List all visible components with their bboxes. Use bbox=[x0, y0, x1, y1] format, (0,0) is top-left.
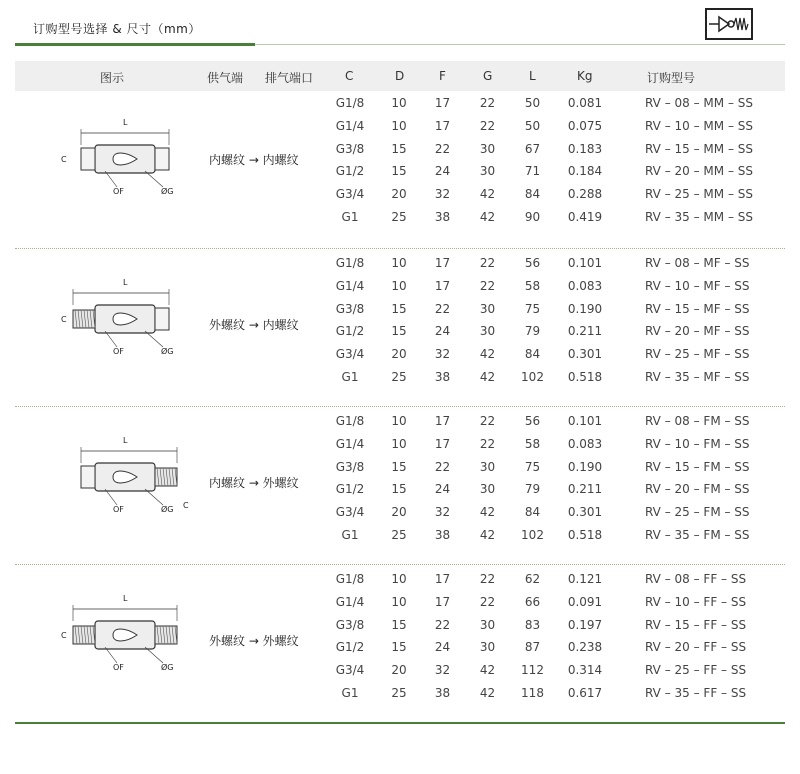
header-model: 订购型号 bbox=[647, 71, 696, 85]
cell-g: 22 bbox=[479, 572, 496, 586]
cell-model: RV – 08 – FF – SS bbox=[645, 572, 747, 586]
valve-symbol-logo bbox=[705, 8, 753, 40]
cell-kg: 0.083 bbox=[567, 436, 603, 451]
cell-kg: 0.101 bbox=[567, 414, 603, 428]
cell-model: RV – 10 – MF – SS bbox=[645, 278, 750, 293]
cell-g: 30 bbox=[479, 324, 496, 339]
cell-model: RV – 20 – FM – SS bbox=[645, 482, 750, 497]
cell-f: 17 bbox=[434, 96, 451, 110]
cell-kg: 0.183 bbox=[567, 141, 603, 156]
header-l: L bbox=[529, 69, 536, 83]
cell-g: 42 bbox=[479, 187, 496, 202]
cell-c: G1/2 bbox=[335, 324, 365, 339]
connection-type: 外螺纹 → 外螺纹 bbox=[209, 634, 299, 648]
cell-l: 71 bbox=[524, 164, 541, 179]
cell-f: 38 bbox=[434, 686, 451, 700]
cell-g: 30 bbox=[479, 164, 496, 179]
cell-model: RV – 25 – FF – SS bbox=[645, 663, 747, 678]
table-row bbox=[15, 321, 785, 344]
cell-model: RV – 20 – MF – SS bbox=[645, 324, 750, 339]
cell-g: 22 bbox=[479, 256, 496, 270]
group-divider bbox=[15, 564, 785, 565]
dim-label-l: L bbox=[123, 118, 128, 127]
cell-g: 42 bbox=[479, 210, 496, 224]
cell-c: G1/2 bbox=[335, 640, 365, 655]
cell-d: 15 bbox=[391, 301, 407, 316]
cell-model: RV – 20 – MM – SS bbox=[645, 164, 753, 179]
table-row bbox=[15, 434, 785, 457]
cell-kg: 0.101 bbox=[567, 256, 603, 270]
cell-model: RV – 08 – FM – SS bbox=[645, 414, 750, 428]
header-supply: 供气端 bbox=[207, 71, 244, 85]
cell-model: RV – 15 – MF – SS bbox=[645, 301, 750, 316]
cell-d: 25 bbox=[391, 686, 407, 700]
cell-g: 22 bbox=[479, 96, 496, 110]
cell-model: RV – 20 – FF – SS bbox=[645, 640, 747, 655]
cell-d: 15 bbox=[391, 459, 407, 474]
cell-f: 38 bbox=[434, 528, 451, 542]
cell-l: 79 bbox=[524, 482, 541, 497]
header-exhaust: 排气端口 bbox=[265, 71, 314, 85]
cell-l: 90 bbox=[524, 210, 541, 224]
title-underline bbox=[15, 43, 255, 46]
cell-kg: 0.121 bbox=[567, 572, 603, 586]
dim-label-g: ØG bbox=[161, 505, 174, 514]
table-row bbox=[15, 161, 785, 184]
cell-c: G1/2 bbox=[335, 164, 365, 179]
cell-model: RV – 35 – MF – SS bbox=[645, 370, 750, 384]
cell-l: 50 bbox=[524, 118, 541, 133]
cell-g: 30 bbox=[479, 141, 496, 156]
cell-g: 42 bbox=[479, 370, 496, 384]
cell-f: 22 bbox=[434, 617, 451, 632]
cell-d: 10 bbox=[391, 278, 407, 293]
cell-f: 24 bbox=[434, 324, 451, 339]
cell-d: 15 bbox=[391, 324, 407, 339]
table-row bbox=[15, 683, 785, 706]
cell-kg: 0.197 bbox=[567, 617, 603, 632]
cell-kg: 0.190 bbox=[567, 301, 603, 316]
cell-f: 17 bbox=[434, 256, 451, 270]
cell-d: 10 bbox=[391, 414, 407, 428]
cell-g: 30 bbox=[479, 459, 496, 474]
cell-d: 10 bbox=[391, 118, 407, 133]
cell-c: G3/8 bbox=[335, 141, 365, 156]
cell-g: 22 bbox=[479, 118, 496, 133]
cell-c: G3/8 bbox=[335, 459, 365, 474]
cell-g: 42 bbox=[479, 347, 496, 362]
cell-c: G1/8 bbox=[335, 572, 365, 586]
cell-f: 24 bbox=[434, 640, 451, 655]
dim-label-c: C bbox=[183, 501, 189, 510]
cell-d: 10 bbox=[391, 436, 407, 451]
table-row bbox=[15, 184, 785, 207]
table-row bbox=[15, 207, 785, 230]
dim-label-l: L bbox=[123, 278, 128, 287]
cell-model: RV – 15 – FM – SS bbox=[645, 459, 750, 474]
table-row bbox=[15, 93, 785, 116]
table-row bbox=[15, 637, 785, 660]
cell-l: 56 bbox=[524, 256, 541, 270]
dim-label-of: OF bbox=[113, 347, 124, 356]
cell-f: 38 bbox=[434, 370, 451, 384]
cell-g: 42 bbox=[479, 686, 496, 700]
cell-g: 22 bbox=[479, 594, 496, 609]
cell-g: 42 bbox=[479, 528, 496, 542]
table-header bbox=[15, 61, 785, 91]
table-row bbox=[15, 457, 785, 480]
page-title: 订购型号选择 & 尺寸（mm） bbox=[33, 22, 201, 36]
dim-label-c: C bbox=[61, 155, 67, 164]
cell-f: 17 bbox=[434, 118, 451, 133]
table-group bbox=[15, 569, 785, 719]
cell-l: 58 bbox=[524, 278, 541, 293]
cell-l: 50 bbox=[524, 96, 541, 110]
cell-l: 56 bbox=[524, 414, 541, 428]
cell-model: RV – 10 – FF – SS bbox=[645, 594, 747, 609]
cell-kg: 0.190 bbox=[567, 459, 603, 474]
header-d: D bbox=[395, 69, 405, 83]
cell-kg: 0.211 bbox=[567, 482, 603, 497]
cell-l: 67 bbox=[524, 141, 541, 156]
cell-kg: 0.075 bbox=[567, 118, 603, 133]
cell-g: 30 bbox=[479, 617, 496, 632]
dim-label-of: OF bbox=[113, 663, 124, 672]
cell-l: 75 bbox=[524, 301, 541, 316]
cell-d: 25 bbox=[391, 370, 407, 384]
dim-label-l: L bbox=[123, 436, 128, 445]
table-row bbox=[15, 615, 785, 638]
cell-c: G3/4 bbox=[335, 347, 365, 362]
cell-model: RV – 15 – MM – SS bbox=[645, 141, 753, 156]
cell-c: G1 bbox=[341, 210, 359, 224]
cell-d: 10 bbox=[391, 256, 407, 270]
cell-d: 10 bbox=[391, 594, 407, 609]
table-row bbox=[15, 116, 785, 139]
cell-model: RV – 15 – FF – SS bbox=[645, 617, 747, 632]
cell-kg: 0.288 bbox=[567, 187, 603, 202]
cell-c: G3/8 bbox=[335, 301, 365, 316]
cell-l: 58 bbox=[524, 436, 541, 451]
cell-l: 84 bbox=[524, 347, 541, 362]
dim-label-c: C bbox=[61, 631, 67, 640]
dim-label-of: OF bbox=[113, 505, 124, 514]
cell-l: 66 bbox=[524, 594, 541, 609]
table-row bbox=[15, 502, 785, 525]
cell-c: G1/8 bbox=[335, 96, 365, 110]
cell-model: RV – 10 – FM – SS bbox=[645, 436, 750, 451]
cell-f: 17 bbox=[434, 572, 451, 586]
table-row bbox=[15, 411, 785, 434]
cell-d: 15 bbox=[391, 640, 407, 655]
dim-label-g: ØG bbox=[161, 187, 174, 196]
table-row bbox=[15, 592, 785, 615]
cell-l: 102 bbox=[521, 370, 544, 384]
cell-kg: 0.081 bbox=[567, 96, 603, 110]
cell-d: 10 bbox=[391, 96, 407, 110]
cell-kg: 0.518 bbox=[567, 370, 603, 384]
cell-model: RV – 35 – FF – SS bbox=[645, 686, 747, 700]
cell-c: G1/4 bbox=[335, 436, 365, 451]
header-c: C bbox=[345, 69, 354, 83]
cell-f: 32 bbox=[434, 347, 451, 362]
cell-f: 32 bbox=[434, 187, 451, 202]
table-row bbox=[15, 479, 785, 502]
cell-kg: 0.301 bbox=[567, 505, 603, 520]
cell-d: 25 bbox=[391, 528, 407, 542]
cell-c: G3/4 bbox=[335, 663, 365, 678]
cell-l: 102 bbox=[521, 528, 544, 542]
header-diagram: 图示 bbox=[100, 71, 125, 85]
cell-c: G1 bbox=[341, 528, 359, 542]
cell-c: G1/4 bbox=[335, 594, 365, 609]
cell-d: 25 bbox=[391, 210, 407, 224]
cell-d: 15 bbox=[391, 617, 407, 632]
table-row bbox=[15, 525, 785, 548]
cell-g: 22 bbox=[479, 414, 496, 428]
cell-c: G3/8 bbox=[335, 617, 365, 632]
cell-model: RV – 35 – MM – SS bbox=[645, 210, 753, 224]
cell-f: 17 bbox=[434, 436, 451, 451]
cell-d: 15 bbox=[391, 482, 407, 497]
cell-kg: 0.184 bbox=[567, 164, 603, 179]
cell-model: RV – 25 – FM – SS bbox=[645, 505, 750, 520]
cell-c: G1/2 bbox=[335, 482, 365, 497]
cell-model: RV – 08 – MM – SS bbox=[645, 96, 753, 110]
cell-g: 30 bbox=[479, 640, 496, 655]
cell-c: G1 bbox=[341, 370, 359, 384]
cell-kg: 0.518 bbox=[567, 528, 603, 542]
cell-l: 62 bbox=[524, 572, 541, 586]
cell-d: 10 bbox=[391, 572, 407, 586]
cell-d: 20 bbox=[391, 347, 407, 362]
connection-type: 内螺纹 → 内螺纹 bbox=[209, 153, 299, 167]
cell-kg: 0.211 bbox=[567, 324, 603, 339]
cell-c: G1/4 bbox=[335, 278, 365, 293]
cell-g: 22 bbox=[479, 278, 496, 293]
cell-l: 79 bbox=[524, 324, 541, 339]
table-group bbox=[15, 93, 785, 243]
table-row bbox=[15, 569, 785, 592]
cell-f: 22 bbox=[434, 459, 451, 474]
cell-g: 42 bbox=[479, 505, 496, 520]
title-divider bbox=[255, 44, 785, 45]
cell-g: 30 bbox=[479, 482, 496, 497]
cell-l: 75 bbox=[524, 459, 541, 474]
cell-kg: 0.238 bbox=[567, 640, 603, 655]
cell-g: 30 bbox=[479, 301, 496, 316]
cell-f: 32 bbox=[434, 663, 451, 678]
connection-type: 外螺纹 → 内螺纹 bbox=[209, 318, 299, 332]
cell-d: 15 bbox=[391, 141, 407, 156]
cell-f: 38 bbox=[434, 210, 451, 224]
cell-model: RV – 25 – MM – SS bbox=[645, 187, 753, 202]
cell-kg: 0.314 bbox=[567, 663, 603, 678]
header-f: F bbox=[439, 69, 446, 83]
dim-label-g: ØG bbox=[161, 347, 174, 356]
cell-f: 17 bbox=[434, 278, 451, 293]
cell-d: 20 bbox=[391, 187, 407, 202]
cell-kg: 0.301 bbox=[567, 347, 603, 362]
group-divider bbox=[15, 406, 785, 407]
cell-c: G3/4 bbox=[335, 187, 365, 202]
bottom-rule bbox=[15, 722, 785, 724]
cell-l: 112 bbox=[521, 663, 544, 678]
cell-d: 20 bbox=[391, 505, 407, 520]
cell-g: 22 bbox=[479, 436, 496, 451]
cell-kg: 0.091 bbox=[567, 594, 603, 609]
cell-c: G1/4 bbox=[335, 118, 365, 133]
dim-label-c: C bbox=[61, 315, 67, 324]
table-group bbox=[15, 253, 785, 403]
cell-model: RV – 35 – FM – SS bbox=[645, 528, 750, 542]
cell-f: 24 bbox=[434, 164, 451, 179]
cell-d: 15 bbox=[391, 164, 407, 179]
dim-label-of: OF bbox=[113, 187, 124, 196]
cell-l: 83 bbox=[524, 617, 541, 632]
cell-c: G1/8 bbox=[335, 414, 365, 428]
cell-l: 118 bbox=[521, 686, 544, 700]
table-row bbox=[15, 299, 785, 322]
cell-kg: 0.083 bbox=[567, 278, 603, 293]
cell-c: G3/4 bbox=[335, 505, 365, 520]
cell-model: RV – 25 – MF – SS bbox=[645, 347, 750, 362]
cell-f: 22 bbox=[434, 141, 451, 156]
cell-l: 84 bbox=[524, 505, 541, 520]
cell-model: RV – 08 – MF – SS bbox=[645, 256, 750, 270]
table-group bbox=[15, 411, 785, 561]
cell-l: 87 bbox=[524, 640, 541, 655]
table-row bbox=[15, 253, 785, 276]
cell-f: 32 bbox=[434, 505, 451, 520]
cell-kg: 0.419 bbox=[567, 210, 603, 224]
table-row bbox=[15, 139, 785, 162]
cell-f: 17 bbox=[434, 414, 451, 428]
group-divider bbox=[15, 248, 785, 249]
table-row bbox=[15, 344, 785, 367]
dim-label-l: L bbox=[123, 594, 128, 603]
cell-model: RV – 10 – MM – SS bbox=[645, 118, 753, 133]
cell-f: 24 bbox=[434, 482, 451, 497]
header-kg: Kg bbox=[577, 69, 593, 83]
cell-g: 42 bbox=[479, 663, 496, 678]
connection-type: 内螺纹 → 外螺纹 bbox=[209, 476, 299, 490]
cell-c: G1/8 bbox=[335, 256, 365, 270]
header-g: G bbox=[483, 69, 493, 83]
cell-l: 84 bbox=[524, 187, 541, 202]
table-row bbox=[15, 276, 785, 299]
table-row bbox=[15, 660, 785, 683]
cell-f: 17 bbox=[434, 594, 451, 609]
cell-kg: 0.617 bbox=[567, 686, 603, 700]
cell-f: 22 bbox=[434, 301, 451, 316]
dim-label-g: ØG bbox=[161, 663, 174, 672]
cell-c: G1 bbox=[341, 686, 359, 700]
table-row bbox=[15, 367, 785, 390]
cell-d: 20 bbox=[391, 663, 407, 678]
